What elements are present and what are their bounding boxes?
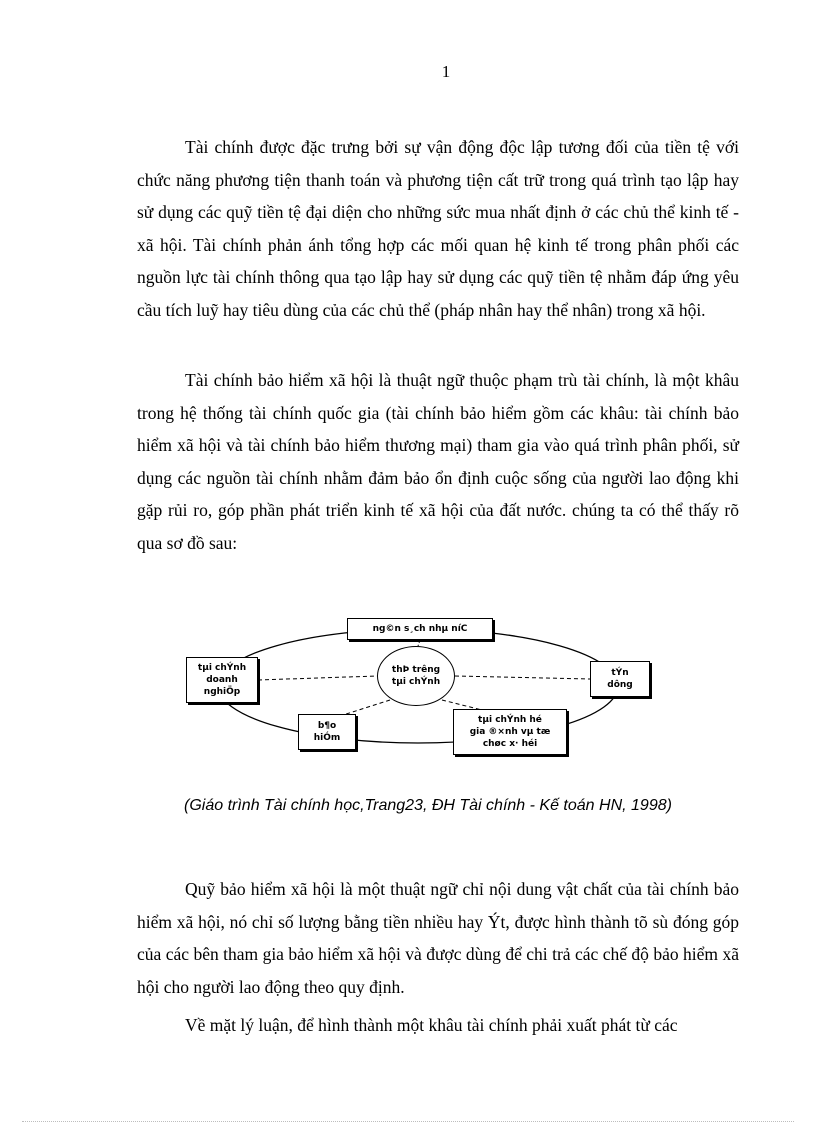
paragraph-social-insurance-fund: Quỹ bảo hiểm xã hội là một thuật ngữ chỉ nội dung vật chất của tài chính bảo hiểm xã hội, nó chỉ số lượng bằng tiền nhiều hay Ýt, được hình thành tõ sù đóng góp của các bên tham gia bảo hiểm xã hội và được dùng để chi trả các chế độ bảo hiểm xã hội cho người lao động theo quy định. (137, 879, 739, 997)
page-number: 1 (441, 62, 451, 81)
node-thi-truong-label: thÞ trêng tµi chÝnh (391, 665, 441, 687)
node-ho-gia-dinh-label: tµi chÝnh hé gia ®×nh vµ tæ chøc x· héi (469, 715, 551, 749)
paragraph-finance-definition: Tài chính được đặc trưng bởi sự vận động độc lập tương đối của tiền tệ với chức năng phương tiện thanh toán và phương tiện cất trữ trong quá trình tạo lập hay sử dụng các quỹ tiền tệ đại diện cho những sức mua nhất định ở các chủ thể kinh tế - xã hội. Tài chính phản ánh tổng hợp các mối quan hệ kinh tế trong phân phối các nguồn lực tài chính thông qua tạo lập hay sử dụng các quỹ tiền tệ nhằm đáp ứng yêu cầu tích luỹ hay tiêu dùng của các chủ thể (pháp nhân hay thể nhân) trong xã hội. (137, 137, 739, 320)
node-tin-dung (590, 661, 650, 697)
paragraph-theory: Về mặt lý luận, để hình thành một khâu tài chính phải xuất phát từ các (185, 1015, 678, 1035)
node-thi-truong-tai-chinh (377, 646, 455, 706)
node-tin-dung-label: tÝn dông (607, 668, 633, 690)
connector-thi-truong-tin-dung (455, 676, 590, 679)
diagram-caption: (Giáo trình Tài chính học,Trang23, ĐH Tài chính - Kế toán HN, 1998) (184, 797, 672, 814)
node-bao-hiem (298, 714, 356, 750)
node-tai-chinh-doanh-nghiep (186, 657, 258, 703)
node-doanh-nghiep-label: tµi chÝnh doanh nghiÖp (197, 663, 247, 697)
node-ngan-sach-nha-nuoc (347, 618, 493, 640)
paragraph-social-insurance-finance: Tài chính bảo hiểm xã hội là thuật ngữ thuộc phạm trù tài chính, là một khâu trong hệ thống tài chính quốc gia (tài chính bảo hiểm gồm các khâu: tài chính bảo hiểm xã hội và tài chính bảo hiểm thương mại) tham gia vào quá trình phân phối, sử dụng các nguồn tài chính nhằm đảm bảo ổn định cuộc sống của người lao động khi gặp rủi ro, góp phần phát triển kinh tế xã hội của đất nước. chúng ta có thể thấy rõ qua sơ đồ sau: (137, 370, 739, 553)
page-bottom-rule (22, 1121, 794, 1122)
node-bao-hiem-label: b¶o hiÓm (313, 721, 341, 743)
node-ngan-sach-label: ng©n s¸ch nhµ níC (372, 624, 468, 634)
finance-system-diagram (180, 612, 660, 762)
connector-doanh-nghiep-thi-truong (258, 676, 377, 680)
node-tai-chinh-ho-gia-dinh (453, 709, 567, 755)
